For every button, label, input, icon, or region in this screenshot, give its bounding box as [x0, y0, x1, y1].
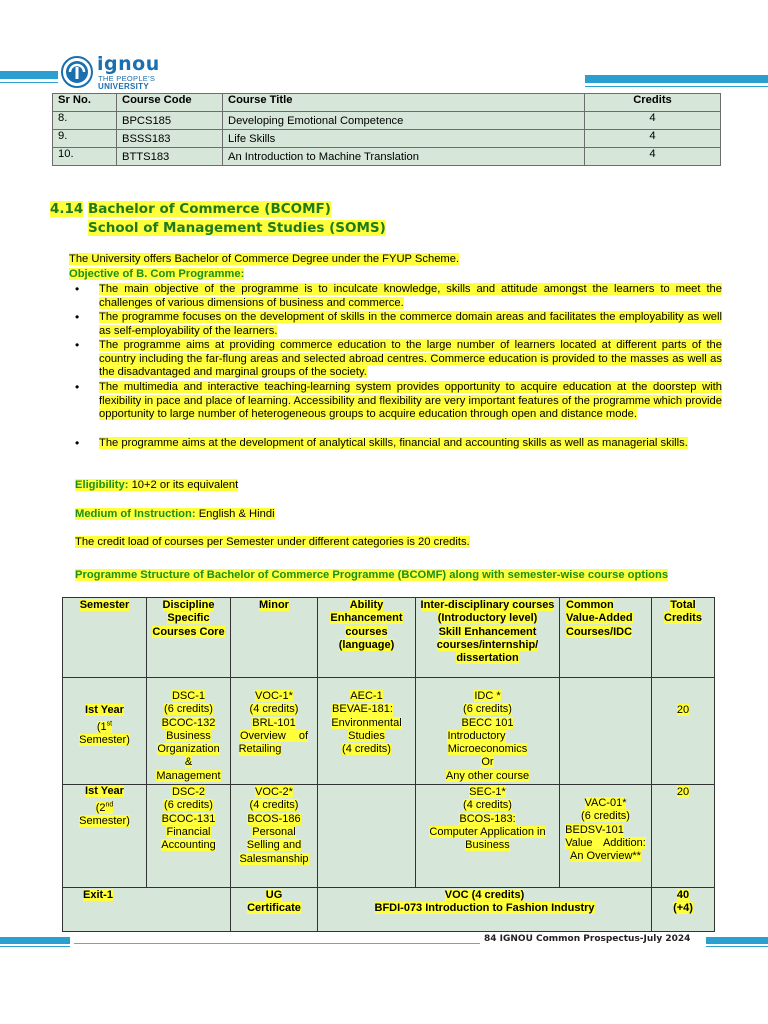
cell-code: BTTS183 [117, 148, 223, 166]
cell-aec [318, 785, 416, 888]
structure-heading: Programme Structure of Bachelor of Commerce Programme (BCOMF) along with semester-wise course options [75, 569, 669, 581]
bullet: • [75, 310, 80, 324]
cell-credits: 4 [585, 148, 721, 166]
header-bar-left-thin [0, 82, 58, 83]
school-heading [88, 220, 386, 236]
objective-1: The main objective of the programme is to inculcate knowledge, skills and attitude amongst the learners to meet the challenges of various dimensions of business and commerce. [99, 283, 722, 309]
cell-semester: Ist Year (2nd Semester) [63, 785, 147, 888]
section-title: Bachelor of Commerce (BCOMF) [88, 201, 331, 217]
table-row [63, 678, 715, 785]
section-number: 4.14 [50, 201, 84, 217]
cell-title: An Introduction to Machine Translation [223, 148, 585, 166]
cell-vac: VAC-01* (6 credits) BEDSV-101 Value Addition: An Overview** [560, 785, 652, 888]
cell-title: Developing Emotional Competence [223, 112, 585, 130]
cell-certificate: UG Certificate [231, 888, 318, 932]
table-header-row [63, 598, 715, 678]
col-sr-no: Sr No. [53, 94, 117, 112]
cell-code: BPCS185 [117, 112, 223, 130]
table-row [63, 785, 715, 888]
cell-sr: 10. [53, 148, 117, 166]
bullet: • [75, 380, 80, 394]
cell-dsc: DSC-1 (6 credits) BCOC-132 Business Organization & Management [147, 678, 231, 785]
footer-bar-left [0, 937, 70, 944]
cell-minor: VOC-2* (4 credits) BCOS-186 Personal Selling and Salesmanship [231, 785, 318, 888]
cell-exit: Exit-1 [63, 888, 231, 932]
cell-sr: 8. [53, 112, 117, 130]
cell-dsc: DSC-2 (6 credits) BCOC-131 Financial Accounting [147, 785, 231, 888]
col-course-title: Course Title [223, 94, 585, 112]
table-row [53, 148, 721, 166]
objective-heading: Objective of B. Com Programme: [69, 268, 245, 280]
header-bar-left [0, 71, 58, 79]
cell-total: 20 [652, 678, 715, 785]
logo-sub1: THE PEOPLE'S [98, 74, 156, 83]
medium-of-instruction: Medium of Instruction: English & Hindi [75, 508, 275, 520]
col-credits: Credits [585, 94, 721, 112]
cell-idc: IDC * (6 credits) BECC 101 Introductory Microeconomics Or Any other course [416, 678, 560, 785]
cell-minor: VOC-1* (4 credits) BRL-101 Overview of Retailing [231, 678, 318, 785]
eligibility: Eligibility: 10+2 or its equivalent [75, 479, 239, 491]
credit-load: The credit load of courses per Semester under different categories is 20 credits. [75, 536, 470, 548]
table-row [53, 130, 721, 148]
objective-3: The programme aims at providing commerce education to the large number of learners located at different parts of the country including the far-flung areas and selected abroad centres. Commerce education is provided to the masses as well as the disadvantaged and marginal groups of the society. [99, 339, 722, 379]
intro-text: The University offers Bachelor of Commerce Degree under the FYUP Scheme. [69, 253, 460, 265]
cell-sec: SEC-1* (4 credits) BCOS-183: Computer Application in Business [416, 785, 560, 888]
cell-sr: 9. [53, 130, 117, 148]
header-bar-right [585, 75, 768, 83]
footer-rule-left [0, 946, 70, 947]
hdr-aec: Ability Enhancement courses (language) [318, 598, 416, 678]
cell-code: BSSS183 [117, 130, 223, 148]
table-row [53, 112, 721, 130]
ignou-logo [60, 52, 160, 94]
col-course-code: Course Code [117, 94, 223, 112]
table-row-exit [63, 888, 715, 932]
programme-structure-table [62, 597, 715, 932]
cell-vac [560, 678, 652, 785]
bullet: • [75, 338, 80, 352]
objective-5: The programme aims at the development of analytical skills, financial and accounting skills as well as managerial skills. [99, 437, 688, 449]
footer-rule [74, 943, 480, 944]
page-footer: 84 IGNOU Common Prospectus-July 2024 [484, 934, 691, 944]
hdr-idc-sec: Inter-disciplinary courses (Introductory level) Skill Enhancement courses/internship/ dissertation [416, 598, 560, 678]
bullet: • [75, 436, 80, 450]
cell-voc: VOC (4 credits) BFDI-073 Introduction to Fashion Industry [318, 888, 652, 932]
cell-total: 20 [652, 785, 715, 888]
cell-credits: 4 [585, 130, 721, 148]
hdr-dsc: Discipline Specific Courses Core [147, 598, 231, 678]
footer-rule-right [706, 946, 768, 947]
logo-sub2: UNIVERSITY [98, 82, 150, 91]
section-heading [50, 201, 331, 217]
objective-2: The programme focuses on the development of skills in the commerce domain areas and facilitates the employability as well as self-employability of the learners. [99, 311, 722, 337]
footer-bar-right [706, 937, 768, 944]
logo-brand: ignou [97, 53, 160, 75]
school-name: School of Management Studies (SOMS) [88, 220, 386, 236]
hdr-vac: Common Value-Added Courses/IDC [560, 598, 652, 678]
cell-total: 40 (+4) [652, 888, 715, 932]
hdr-minor: Minor [231, 598, 318, 678]
hdr-semester: Semester [63, 598, 147, 678]
header-bar-right-thin [585, 86, 768, 87]
hdr-total: Total Credits [652, 598, 715, 678]
cell-semester: Ist Year (1st Semester) [63, 678, 147, 785]
cell-aec: AEC-1 BEVAE-181: Environmental Studies (4 credits) [318, 678, 416, 785]
cell-credits: 4 [585, 112, 721, 130]
bullet: • [75, 282, 80, 296]
course-table [52, 93, 721, 166]
objective-4: The multimedia and interactive teaching-learning system provides opportunity to acquire education at the doorstep with flexibility in pace and place of learning. Accessibility and flexibility are very important features of the programme which provide opportunity to large number of heterogeneous groups to acquire education through open and distance mode. [99, 381, 722, 421]
cell-title: Life Skills [223, 130, 585, 148]
